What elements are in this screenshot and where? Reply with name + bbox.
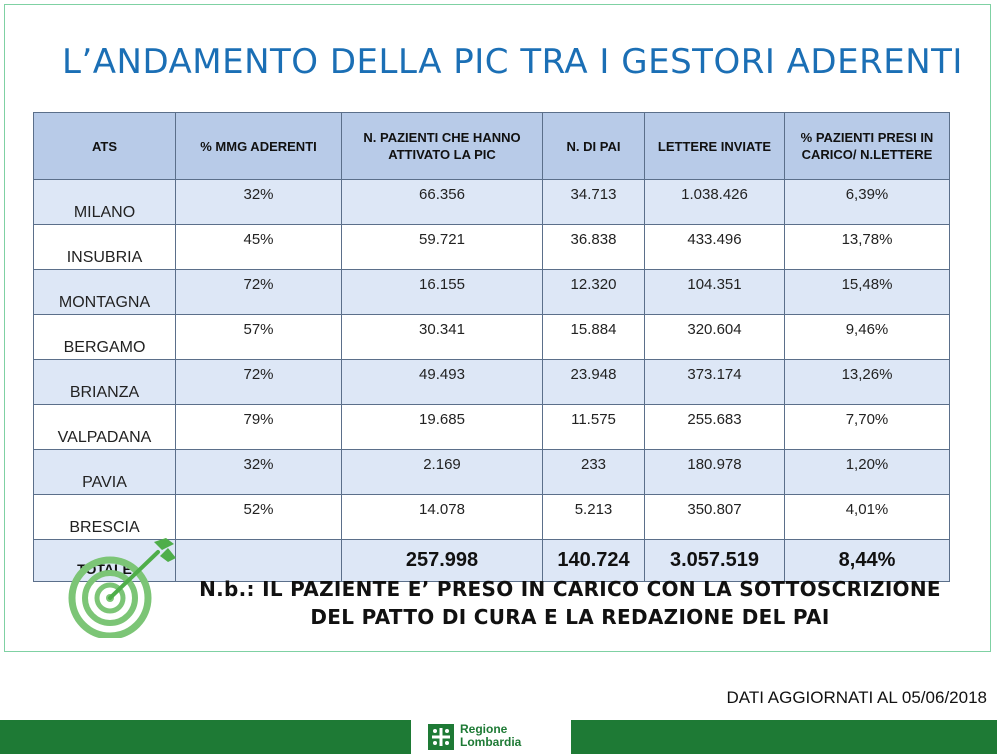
cell-mmg: 57%: [176, 315, 342, 360]
table-row: [34, 495, 950, 540]
total-lettere: 3.057.519: [645, 540, 785, 582]
cell-pai: 12.320: [543, 270, 645, 315]
cell-percentuale: 15,48%: [785, 270, 950, 315]
note-line-2: DEL PATTO DI CURA E LA REDAZIONE DEL PAI: [310, 605, 830, 629]
cell-percentuale: 13,26%: [785, 360, 950, 405]
logo-line-2: Lombardia: [460, 735, 522, 749]
total-label: TOTALE: [34, 540, 176, 582]
cell-pai: 23.948: [543, 360, 645, 405]
logo-text: [460, 723, 521, 749]
table-row: [34, 315, 950, 360]
header-pai: N. DI PAI: [543, 113, 645, 180]
table-row: [34, 225, 950, 270]
cell-pazienti: 2.169: [342, 450, 543, 495]
cell-percentuale: 6,39%: [785, 180, 950, 225]
regione-lombardia-logo: [428, 721, 558, 753]
cell-ats: PAVIA: [34, 450, 176, 495]
table-row: [34, 180, 950, 225]
cell-mmg: 72%: [176, 360, 342, 405]
cell-percentuale: 13,78%: [785, 225, 950, 270]
cell-mmg: 32%: [176, 180, 342, 225]
cell-pazienti: 16.155: [342, 270, 543, 315]
cell-mmg: 72%: [176, 270, 342, 315]
cell-lettere: 1.038.426: [645, 180, 785, 225]
total-pazienti: 257.998: [342, 540, 543, 582]
cell-pazienti: 49.493: [342, 360, 543, 405]
cell-pazienti: 59.721: [342, 225, 543, 270]
footer-bar-right: [571, 720, 997, 754]
header-lettere: LETTERE INVIATE: [645, 113, 785, 180]
table-row: [34, 405, 950, 450]
cell-percentuale: 1,20%: [785, 450, 950, 495]
cell-pai: 34.713: [543, 180, 645, 225]
cell-pazienti: 19.685: [342, 405, 543, 450]
cell-lettere: 104.351: [645, 270, 785, 315]
cell-ats: VALPADANA: [34, 405, 176, 450]
slide-title: L’ANDAMENTO DELLA PIC TRA I GESTORI ADERENTI: [62, 42, 963, 82]
cell-ats: MONTAGNA: [34, 270, 176, 315]
total-pai: 140.724: [543, 540, 645, 582]
cell-percentuale: 4,01%: [785, 495, 950, 540]
target-arrow-icon: [62, 538, 180, 638]
table-row: [34, 270, 950, 315]
cell-percentuale: 7,70%: [785, 405, 950, 450]
cell-ats: BRESCIA: [34, 495, 176, 540]
table-header-row: [34, 113, 950, 180]
cell-lettere: 180.978: [645, 450, 785, 495]
cell-lettere: 320.604: [645, 315, 785, 360]
cell-pai: 5.213: [543, 495, 645, 540]
table-row: [34, 360, 950, 405]
cell-pai: 36.838: [543, 225, 645, 270]
cell-lettere: 433.496: [645, 225, 785, 270]
cell-pai: 11.575: [543, 405, 645, 450]
cell-ats: BRIANZA: [34, 360, 176, 405]
cell-ats: BERGAMO: [34, 315, 176, 360]
cell-lettere: 373.174: [645, 360, 785, 405]
cell-lettere: 350.807: [645, 495, 785, 540]
note-text: [180, 575, 960, 631]
table-row: [34, 450, 950, 495]
header-percentuale: % PAZIENTI PRESI IN CARICO/ N.LETTERE: [785, 113, 950, 180]
header-mmg: % MMG ADERENTI: [176, 113, 342, 180]
cell-mmg: 52%: [176, 495, 342, 540]
note-line-1: N.b.: IL PAZIENTE E’ PRESO IN CARICO CON LA SOTTOSCRIZIONE: [199, 577, 941, 601]
cell-mmg: 32%: [176, 450, 342, 495]
logo-line-1: Regione: [460, 722, 508, 736]
cell-pai: 233: [543, 450, 645, 495]
cell-pazienti: 30.341: [342, 315, 543, 360]
footer-bar-left: [0, 720, 411, 754]
rosa-camuna-icon: [428, 724, 454, 750]
cell-mmg: 45%: [176, 225, 342, 270]
update-date: DATI AGGIORNATI AL 05/06/2018: [726, 688, 987, 707]
cell-pazienti: 66.356: [342, 180, 543, 225]
cell-percentuale: 9,46%: [785, 315, 950, 360]
cell-ats: MILANO: [34, 180, 176, 225]
pic-table: [33, 112, 950, 582]
cell-mmg: 79%: [176, 405, 342, 450]
total-percentuale: 8,44%: [785, 540, 950, 582]
header-pazienti: N. PAZIENTI CHE HANNO ATTIVATO LA PIC: [342, 113, 543, 180]
cell-pai: 15.884: [543, 315, 645, 360]
header-ats: ATS: [34, 113, 176, 180]
cell-ats: INSUBRIA: [34, 225, 176, 270]
cell-lettere: 255.683: [645, 405, 785, 450]
cell-pazienti: 14.078: [342, 495, 543, 540]
